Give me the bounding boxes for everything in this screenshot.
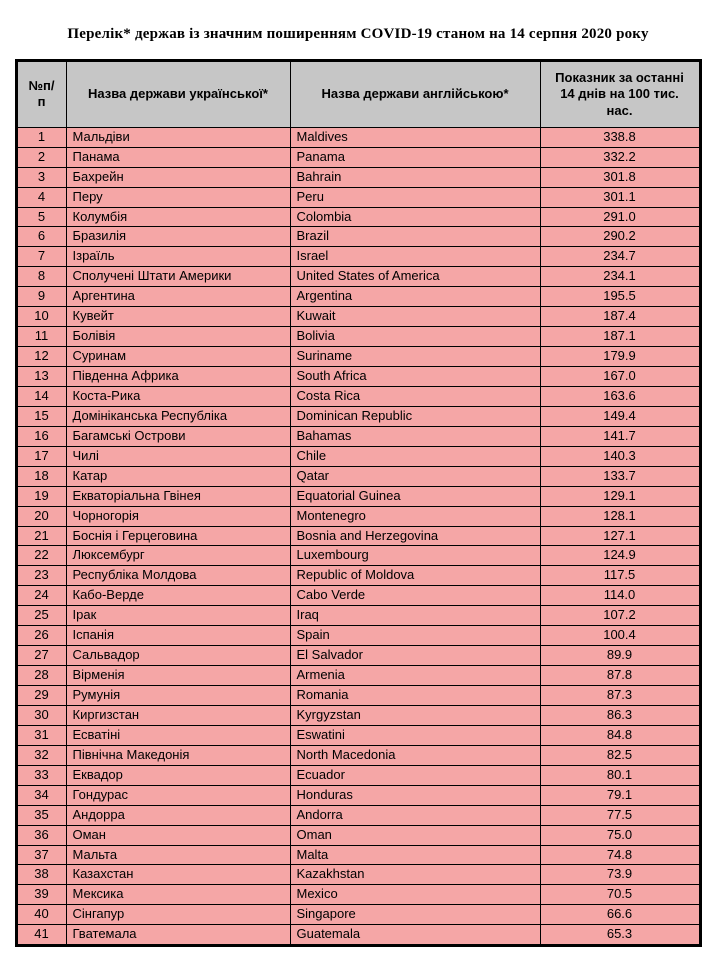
country-uk-cell: Суринам xyxy=(66,347,290,367)
country-en-cell: United States of America xyxy=(290,267,540,287)
row-number-cell: 7 xyxy=(16,247,66,267)
indicator-value-cell: 70.5 xyxy=(540,885,700,905)
country-en-cell: Argentina xyxy=(290,287,540,307)
indicator-value-cell: 65.3 xyxy=(540,925,700,946)
indicator-value-cell: 107.2 xyxy=(540,606,700,626)
row-number-cell: 37 xyxy=(16,845,66,865)
country-en-cell: Equatorial Guinea xyxy=(290,486,540,506)
country-en-cell: Bosnia and Herzegovina xyxy=(290,526,540,546)
table-row xyxy=(16,765,700,785)
country-uk-cell: Болівія xyxy=(66,327,290,347)
table-row xyxy=(16,486,700,506)
country-en-cell: Chile xyxy=(290,446,540,466)
country-en-cell: Luxembourg xyxy=(290,546,540,566)
country-uk-cell: Сполучені Штати Америки xyxy=(66,267,290,287)
indicator-value-cell: 73.9 xyxy=(540,865,700,885)
covid-countries-table xyxy=(15,59,702,947)
country-en-cell: Ecuador xyxy=(290,765,540,785)
row-number-cell: 41 xyxy=(16,925,66,946)
table-row xyxy=(16,406,700,426)
indicator-value-cell: 234.7 xyxy=(540,247,700,267)
country-en-cell: Andorra xyxy=(290,805,540,825)
row-number-cell: 24 xyxy=(16,586,66,606)
country-en-cell: Maldives xyxy=(290,127,540,147)
row-number-cell: 18 xyxy=(16,466,66,486)
indicator-value-cell: 129.1 xyxy=(540,486,700,506)
country-uk-cell: Північна Македонія xyxy=(66,745,290,765)
indicator-value-cell: 163.6 xyxy=(540,386,700,406)
country-uk-cell: Чилі xyxy=(66,446,290,466)
country-en-cell: Brazil xyxy=(290,227,540,247)
table-row xyxy=(16,167,700,187)
table-row xyxy=(16,147,700,167)
table-row xyxy=(16,506,700,526)
country-uk-cell: Люксембург xyxy=(66,546,290,566)
country-uk-cell: Домініканська Республіка xyxy=(66,406,290,426)
table-row xyxy=(16,526,700,546)
row-number-cell: 32 xyxy=(16,745,66,765)
row-number-cell: 9 xyxy=(16,287,66,307)
table-row xyxy=(16,805,700,825)
table-header xyxy=(16,61,700,128)
row-number-cell: 23 xyxy=(16,566,66,586)
indicator-value-cell: 75.0 xyxy=(540,825,700,845)
country-uk-cell: Киргизстан xyxy=(66,705,290,725)
indicator-value-cell: 179.9 xyxy=(540,347,700,367)
indicator-value-cell: 301.8 xyxy=(540,167,700,187)
country-en-cell: Peru xyxy=(290,187,540,207)
row-number-cell: 25 xyxy=(16,606,66,626)
country-uk-cell: Есватіні xyxy=(66,725,290,745)
row-number-cell: 30 xyxy=(16,705,66,725)
indicator-value-cell: 114.0 xyxy=(540,586,700,606)
country-uk-cell: Південна Африка xyxy=(66,367,290,387)
row-number-cell: 39 xyxy=(16,885,66,905)
indicator-value-cell: 117.5 xyxy=(540,566,700,586)
country-en-cell: Armenia xyxy=(290,666,540,686)
country-en-cell: Israel xyxy=(290,247,540,267)
indicator-value-cell: 89.9 xyxy=(540,646,700,666)
indicator-value-cell: 82.5 xyxy=(540,745,700,765)
country-uk-cell: Вірменія xyxy=(66,666,290,686)
indicator-value-cell: 87.8 xyxy=(540,666,700,686)
country-uk-cell: Бахрейн xyxy=(66,167,290,187)
indicator-value-cell: 140.3 xyxy=(540,446,700,466)
indicator-value-cell: 234.1 xyxy=(540,267,700,287)
row-number-cell: 35 xyxy=(16,805,66,825)
table-row xyxy=(16,825,700,845)
indicator-value-cell: 77.5 xyxy=(540,805,700,825)
table-row xyxy=(16,845,700,865)
table-row xyxy=(16,227,700,247)
row-number-cell: 33 xyxy=(16,765,66,785)
country-uk-cell: Кабо-Верде xyxy=(66,586,290,606)
row-number-cell: 3 xyxy=(16,167,66,187)
country-uk-cell: Сальвадор xyxy=(66,646,290,666)
table-header-row xyxy=(16,61,700,128)
country-uk-cell: Катар xyxy=(66,466,290,486)
indicator-value-cell: 187.4 xyxy=(540,307,700,327)
country-uk-cell: Багамські Острови xyxy=(66,426,290,446)
row-number-cell: 31 xyxy=(16,725,66,745)
country-uk-cell: Гондурас xyxy=(66,785,290,805)
indicator-value-cell: 74.8 xyxy=(540,845,700,865)
indicator-value-cell: 338.8 xyxy=(540,127,700,147)
country-uk-cell: Ізраїль xyxy=(66,247,290,267)
indicator-value-cell: 100.4 xyxy=(540,626,700,646)
row-number-cell: 12 xyxy=(16,347,66,367)
table-row xyxy=(16,666,700,686)
country-uk-cell: Румунія xyxy=(66,686,290,706)
table-row xyxy=(16,586,700,606)
row-number-cell: 26 xyxy=(16,626,66,646)
country-uk-cell: Перу xyxy=(66,187,290,207)
indicator-value-cell: 290.2 xyxy=(540,227,700,247)
country-uk-cell: Боснія і Герцеговина xyxy=(66,526,290,546)
table-row xyxy=(16,307,700,327)
country-en-cell: El Salvador xyxy=(290,646,540,666)
table-row xyxy=(16,725,700,745)
country-uk-cell: Іспанія xyxy=(66,626,290,646)
table-row xyxy=(16,287,700,307)
indicator-value-cell: 128.1 xyxy=(540,506,700,526)
indicator-value-cell: 149.4 xyxy=(540,406,700,426)
country-uk-cell: Мексика xyxy=(66,885,290,905)
row-number-cell: 40 xyxy=(16,905,66,925)
table-row xyxy=(16,327,700,347)
table-row xyxy=(16,347,700,367)
country-en-cell: Costa Rica xyxy=(290,386,540,406)
header-country-english: Назва держави англійською* xyxy=(290,61,540,128)
row-number-cell: 17 xyxy=(16,446,66,466)
table-row xyxy=(16,267,700,287)
country-en-cell: Kazakhstan xyxy=(290,865,540,885)
row-number-cell: 1 xyxy=(16,127,66,147)
indicator-value-cell: 195.5 xyxy=(540,287,700,307)
table-row xyxy=(16,466,700,486)
table-row xyxy=(16,187,700,207)
indicator-value-cell: 80.1 xyxy=(540,765,700,785)
country-en-cell: Cabo Verde xyxy=(290,586,540,606)
header-country-ukrainian: Назва держави української* xyxy=(66,61,290,128)
table-row xyxy=(16,865,700,885)
row-number-cell: 16 xyxy=(16,426,66,446)
country-uk-cell: Аргентина xyxy=(66,287,290,307)
table-row xyxy=(16,247,700,267)
table-row xyxy=(16,686,700,706)
indicator-value-cell: 141.7 xyxy=(540,426,700,446)
row-number-cell: 19 xyxy=(16,486,66,506)
country-en-cell: Mexico xyxy=(290,885,540,905)
row-number-cell: 22 xyxy=(16,546,66,566)
table-row xyxy=(16,207,700,227)
country-uk-cell: Сінгапур xyxy=(66,905,290,925)
indicator-value-cell: 187.1 xyxy=(540,327,700,347)
table-row xyxy=(16,127,700,147)
table-row xyxy=(16,566,700,586)
row-number-cell: 34 xyxy=(16,785,66,805)
country-en-cell: Iraq xyxy=(290,606,540,626)
country-en-cell: Eswatini xyxy=(290,725,540,745)
table-row xyxy=(16,705,700,725)
country-en-cell: Spain xyxy=(290,626,540,646)
row-number-cell: 27 xyxy=(16,646,66,666)
row-number-cell: 20 xyxy=(16,506,66,526)
row-number-cell: 14 xyxy=(16,386,66,406)
country-uk-cell: Колумбія xyxy=(66,207,290,227)
country-en-cell: Bahrain xyxy=(290,167,540,187)
country-uk-cell: Коста-Рика xyxy=(66,386,290,406)
table-row xyxy=(16,446,700,466)
country-uk-cell: Гватемала xyxy=(66,925,290,946)
country-en-cell: Dominican Republic xyxy=(290,406,540,426)
country-en-cell: Colombia xyxy=(290,207,540,227)
indicator-value-cell: 86.3 xyxy=(540,705,700,725)
indicator-value-cell: 124.9 xyxy=(540,546,700,566)
country-uk-cell: Андорра xyxy=(66,805,290,825)
indicator-value-cell: 127.1 xyxy=(540,526,700,546)
table-row xyxy=(16,386,700,406)
row-number-cell: 6 xyxy=(16,227,66,247)
row-number-cell: 4 xyxy=(16,187,66,207)
indicator-value-cell: 133.7 xyxy=(540,466,700,486)
country-en-cell: Montenegro xyxy=(290,506,540,526)
row-number-cell: 2 xyxy=(16,147,66,167)
country-uk-cell: Республіка Молдова xyxy=(66,566,290,586)
table-row xyxy=(16,905,700,925)
country-uk-cell: Мальта xyxy=(66,845,290,865)
row-number-cell: 13 xyxy=(16,367,66,387)
country-en-cell: Bolivia xyxy=(290,327,540,347)
indicator-value-cell: 291.0 xyxy=(540,207,700,227)
country-en-cell: Panama xyxy=(290,147,540,167)
country-en-cell: Singapore xyxy=(290,905,540,925)
table-row xyxy=(16,646,700,666)
country-uk-cell: Панама xyxy=(66,147,290,167)
table-row xyxy=(16,785,700,805)
country-uk-cell: Оман xyxy=(66,825,290,845)
row-number-cell: 28 xyxy=(16,666,66,686)
country-en-cell: Guatemala xyxy=(290,925,540,946)
table-row xyxy=(16,745,700,765)
row-number-cell: 15 xyxy=(16,406,66,426)
country-uk-cell: Екваторіальна Гвінея xyxy=(66,486,290,506)
country-uk-cell: Бразилія xyxy=(66,227,290,247)
row-number-cell: 10 xyxy=(16,307,66,327)
country-en-cell: Malta xyxy=(290,845,540,865)
country-en-cell: Kuwait xyxy=(290,307,540,327)
indicator-value-cell: 66.6 xyxy=(540,905,700,925)
table-row xyxy=(16,606,700,626)
indicator-value-cell: 301.1 xyxy=(540,187,700,207)
country-uk-cell: Ірак xyxy=(66,606,290,626)
row-number-cell: 11 xyxy=(16,327,66,347)
country-en-cell: Romania xyxy=(290,686,540,706)
table-row xyxy=(16,426,700,446)
country-en-cell: Oman xyxy=(290,825,540,845)
country-uk-cell: Мальдіви xyxy=(66,127,290,147)
row-number-cell: 38 xyxy=(16,865,66,885)
table-body xyxy=(16,127,700,945)
country-en-cell: South Africa xyxy=(290,367,540,387)
indicator-value-cell: 167.0 xyxy=(540,367,700,387)
country-en-cell: North Macedonia xyxy=(290,745,540,765)
country-uk-cell: Чорногорія xyxy=(66,506,290,526)
row-number-cell: 8 xyxy=(16,267,66,287)
country-uk-cell: Казахстан xyxy=(66,865,290,885)
indicator-value-cell: 332.2 xyxy=(540,147,700,167)
country-en-cell: Republic of Moldova xyxy=(290,566,540,586)
country-en-cell: Honduras xyxy=(290,785,540,805)
country-en-cell: Qatar xyxy=(290,466,540,486)
table-row xyxy=(16,546,700,566)
row-number-cell: 5 xyxy=(16,207,66,227)
indicator-value-cell: 87.3 xyxy=(540,686,700,706)
header-row-number: №п/п xyxy=(16,61,66,128)
country-en-cell: Bahamas xyxy=(290,426,540,446)
row-number-cell: 29 xyxy=(16,686,66,706)
country-uk-cell: Еквадор xyxy=(66,765,290,785)
country-en-cell: Kyrgyzstan xyxy=(290,705,540,725)
table-row xyxy=(16,885,700,905)
page-title: Перелік* держав із значним поширенням COVID-19 станом на 14 серпня 2020 року xyxy=(67,26,649,42)
indicator-value-cell: 79.1 xyxy=(540,785,700,805)
country-uk-cell: Кувейт xyxy=(66,307,290,327)
row-number-cell: 36 xyxy=(16,825,66,845)
indicator-value-cell: 84.8 xyxy=(540,725,700,745)
row-number-cell: 21 xyxy=(16,526,66,546)
table-row xyxy=(16,367,700,387)
header-indicator: Показник за останні 14 днів на 100 тис. нас. xyxy=(540,61,700,128)
country-en-cell: Suriname xyxy=(290,347,540,367)
table-row xyxy=(16,626,700,646)
